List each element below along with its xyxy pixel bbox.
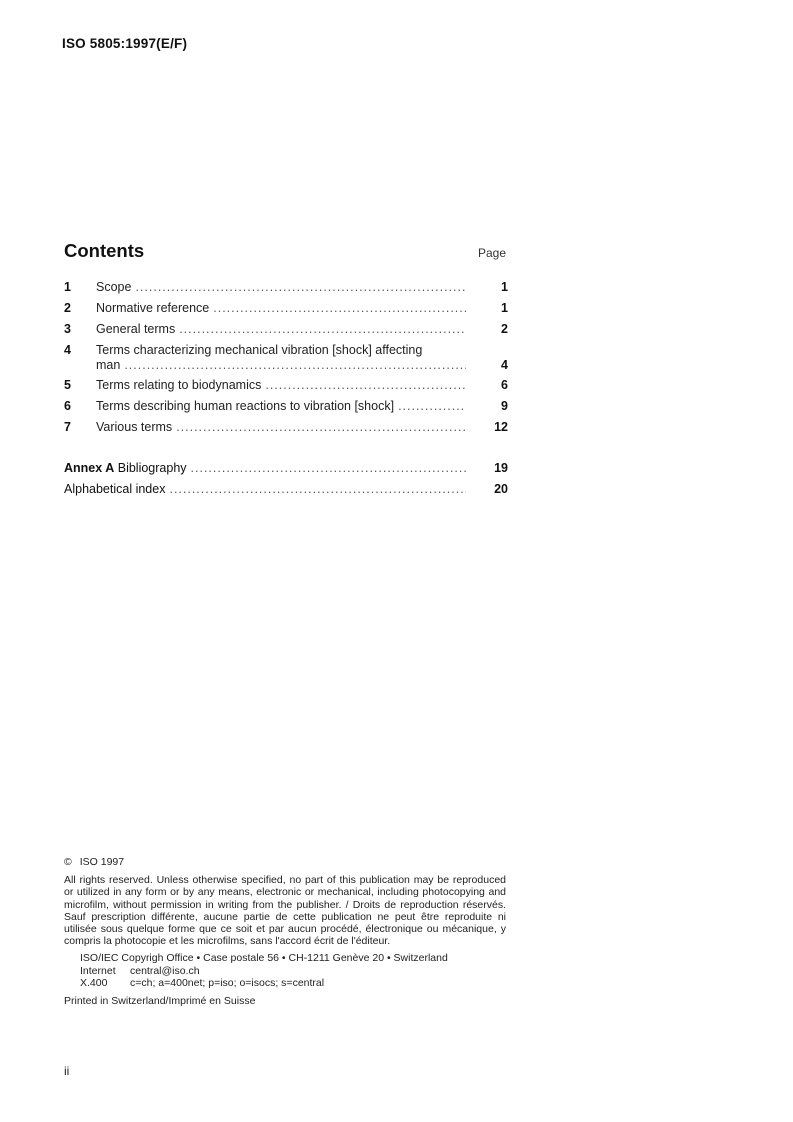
copyright-holder: ISO 1997 xyxy=(79,856,125,868)
toc-entry-page: 19 xyxy=(494,461,508,475)
toc-entry-page: 9 xyxy=(501,399,508,413)
toc-entry-page: 6 xyxy=(501,378,508,392)
toc-entry-page: 1 xyxy=(501,301,508,315)
toc-entry-number: 2 xyxy=(64,301,71,315)
toc-entry-index[interactable] xyxy=(64,482,508,503)
document-id: ISO 5805:1997(E/F) xyxy=(62,36,188,51)
page-number: ii xyxy=(64,1064,70,1078)
toc-entry-title: Scope xyxy=(96,280,132,294)
toc-entry-7[interactable] xyxy=(64,420,508,441)
annex-title: Bibliography xyxy=(117,461,187,475)
toc-entry-number: 4 xyxy=(64,343,71,357)
toc-entry-6[interactable] xyxy=(64,399,508,420)
toc-entry-1[interactable] xyxy=(64,280,508,301)
internet-label: Internet xyxy=(80,964,116,977)
toc-entry-title: Terms relating to biodynamics xyxy=(96,378,262,392)
index-title: Alphabetical index xyxy=(64,482,166,496)
toc-entry-5[interactable] xyxy=(64,378,508,399)
toc-entry-title: General terms xyxy=(96,322,176,336)
toc-entry-2[interactable] xyxy=(64,301,508,322)
copyright-symbol: © xyxy=(64,856,72,868)
printed-location: Printed in Switzerland/Imprimé en Suisse xyxy=(64,995,256,1008)
toc-entry-number: 3 xyxy=(64,322,71,336)
contents-title: Contents xyxy=(64,240,145,261)
toc-entry-page: 4 xyxy=(501,358,508,372)
copyright-office xyxy=(80,952,506,989)
internet-address[interactable]: central@iso.ch xyxy=(130,964,200,977)
toc-entry-page: 1 xyxy=(501,280,508,294)
toc-entry-number: 6 xyxy=(64,399,71,413)
toc-entry-title: Normative reference xyxy=(96,301,210,315)
table-of-contents xyxy=(64,280,508,441)
toc-entry-number: 1 xyxy=(64,280,71,294)
office-address: ISO/IEC Copyrigh Office • Case postale 56 • CH-1211 Genève 20 • Switzerland xyxy=(80,952,448,965)
annex-label: Annex A xyxy=(64,461,115,475)
toc-entry-annex-a[interactable] xyxy=(64,461,508,482)
annex-section xyxy=(64,461,508,503)
page-column-label: Page xyxy=(478,246,507,260)
toc-entry-number: 7 xyxy=(64,420,71,434)
toc-entry-title-line1: Terms characterizing mechanical vibration [shock] affecting xyxy=(96,343,423,357)
toc-entry-page: 12 xyxy=(494,420,508,434)
toc-entry-number: 5 xyxy=(64,378,71,392)
rights-statement: All rights reserved. Unless otherwise specified, no part of this publication may be reproduced or utilized in any form or by any means, electronic or mechanical, including photocopying and microfilm, without permission in writing from the publisher. / Droits de reproduction réservés. Sauf prescription différente, aucune partie de cette publication ne peut être reproduite ni utilisée sous quelque forme que ce soit et par aucun procédé, électronique ou mécanique, y compris la photocopie et les microfilms, sans l'accord écrit de l'éditeur. xyxy=(64,874,506,948)
toc-entry-title: Various terms xyxy=(96,420,173,434)
x400-address: c=ch; a=400net; p=iso; o=isocs; s=central xyxy=(130,976,325,989)
toc-entry-4[interactable] xyxy=(64,343,508,378)
toc-entry-title: Terms describing human reactions to vibration [shock] xyxy=(96,399,395,413)
toc-entry-title: man xyxy=(96,357,121,372)
toc-entry-page: 20 xyxy=(494,482,508,496)
toc-entry-3[interactable] xyxy=(64,322,508,343)
copyright-notice xyxy=(64,856,506,1007)
toc-entry-page: 2 xyxy=(501,322,508,336)
x400-label: X.400 xyxy=(80,976,108,989)
